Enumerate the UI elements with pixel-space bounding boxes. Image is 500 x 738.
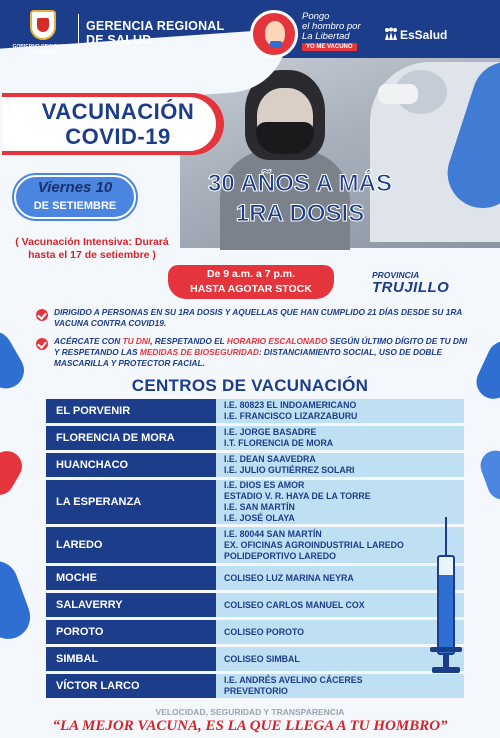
gerencia-title (86, 19, 224, 47)
district-centers (216, 566, 464, 590)
yo-me-vacuno-tag: YO ME VACUNO (302, 43, 357, 51)
syringe-flange (430, 647, 462, 652)
district-name: VÍCTOR LARCO (46, 674, 216, 698)
table-row (46, 426, 464, 450)
center-name: COLISEO POROTO (224, 626, 304, 637)
intensive-line2: hasta el 17 de setiembre ) (28, 249, 156, 261)
bullet-requirements-text (34, 336, 474, 369)
district-name: FLORENCIA DE MORA (46, 426, 216, 450)
district-name: HUANCHACO (46, 453, 216, 477)
table-row (46, 647, 464, 671)
center-name: I.E. JORGE BASADRE (224, 427, 317, 437)
pongo-line2: el hombro por (302, 21, 361, 32)
district-centers (216, 647, 464, 671)
center-name: I.T. FLORENCIA DE MORA (224, 438, 334, 448)
district-centers (216, 593, 464, 617)
header-divider (78, 14, 79, 50)
bullet-requirements (34, 336, 474, 369)
table-row (46, 593, 464, 617)
essalud-logo-text: EsSalud (400, 28, 448, 42)
district-name: MOCHE (46, 566, 216, 590)
district-name: LAREDO (46, 527, 216, 563)
seal-shield (30, 10, 56, 40)
center-name: I.E. FRANCISCO LIZARZABURU (224, 411, 358, 421)
photo-health-worker-mask (378, 84, 418, 104)
title-line1: VACUNACIÓN (41, 99, 195, 124)
b2-part-a: ACÉRCATE CON (54, 336, 123, 346)
center-name: COLISEO CARLOS MANUEL COX (224, 599, 365, 610)
center-name: I.E. DIOS ES AMOR (224, 480, 305, 490)
center-name: I.E. JULIO GUTIÉRREZ SOLARI (224, 465, 355, 475)
district-name: LA ESPERANZA (46, 480, 216, 524)
shoulder-vaccine-icon (250, 10, 298, 58)
centers-title: CENTROS DE VACUNACIÓN (131, 376, 369, 395)
bullet-eligibility (34, 307, 474, 329)
district-name: SIMBAL (46, 647, 216, 671)
target-dose: 1RA DOSIS (235, 200, 365, 227)
center-name: PREVENTORIO (224, 686, 288, 696)
table-row (46, 480, 464, 524)
syringe-icon (428, 515, 464, 675)
center-name: POLIDEPORTIVO LAREDO (224, 550, 336, 561)
gerencia-line2: DE SALUD (86, 33, 152, 47)
syringe-fluid (439, 575, 453, 653)
province-label: PROVINCIA (372, 270, 420, 280)
district-name: EL PORVENIR (46, 399, 216, 423)
b2-dni: TU DNI (122, 336, 151, 346)
decor-blob-right-2 (476, 446, 500, 503)
table-row (46, 620, 464, 644)
b2-part-g: : DISTANCIAMIENTO SOCIAL, USO DE DOBLE MASCARILLA Y PROTECTOR FACIAL. (54, 347, 442, 368)
district-centers (216, 620, 464, 644)
intensive-line1: ( Vacunación Intensiva: Durará (15, 236, 169, 248)
hours-time: De 9 a.m. a 7 p.m. (206, 268, 296, 280)
province-name: TRUJILLO (372, 279, 450, 296)
b2-part-e: SEGÚN ÚLTIMO DÍGITO DE TU DNI Y RESPETANDO LAS (54, 336, 468, 357)
center-name: I.E. SAN MARTÍN (224, 502, 295, 512)
district-centers (216, 480, 464, 524)
seal-text: GOBIERNO REGIONAL LA LIBERTAD (12, 44, 76, 56)
table-row (46, 674, 464, 698)
district-centers (216, 527, 464, 563)
center-name: I.E. JOSÉ OLAYA (224, 513, 295, 523)
center-name: COLISEO LUZ MARINA NEYRA (224, 572, 354, 583)
title-line2: COVID-19 (65, 124, 171, 149)
decor-blob-left-2 (0, 446, 27, 501)
gerencia-line1: GERENCIA REGIONAL (86, 19, 225, 33)
footer-tagline: VELOCIDAD, SEGURIDAD Y TRANSPARENCIA (155, 707, 345, 717)
target-age: 30 AÑOS A MÁS (207, 170, 393, 197)
center-name: I.E. 80044 SAN MARTÍN (224, 528, 322, 539)
footer-slogan: “LA MEJOR VACUNA, ES LA QUE LLEGA A TU HOMBRO” (52, 718, 448, 734)
district-centers (216, 426, 464, 450)
district-centers (216, 674, 464, 698)
syringe-cap (432, 667, 460, 673)
center-name: COLISEO SIMBAL (224, 653, 300, 664)
table-row (46, 566, 464, 590)
bullet-eligibility-text: DIRIGIDO A PERSONAS EN SU 1RA DOSIS Y AQUELLAS QUE HAN CUMPLIDO 21 DÍAS DESDE SU 1RA VACUNA CONTRA COVID19. (54, 307, 462, 328)
center-name: I.E. ANDRÉS AVELINO CÁCERES (224, 675, 363, 685)
center-name: EX. OFICINAS AGROINDUSTRIAL LAREDO (224, 539, 404, 550)
b2-medidas: MEDIDAS DE BIOSEGURIDAD (139, 347, 259, 357)
decor-blob-left-3 (0, 555, 36, 645)
b2-horario: HORARIO ESCALONADO (226, 336, 328, 346)
district-centers (216, 399, 464, 423)
pongo-line1: Pongo (302, 11, 330, 22)
table-row (46, 453, 464, 477)
district-name: SALAVERRY (46, 593, 216, 617)
date-day: Viernes 10 (37, 179, 113, 196)
centers-table (46, 399, 464, 701)
center-name: I.E. DEAN SAAVEDRA (224, 454, 316, 464)
date-month: DE SETIEMBRE (33, 200, 117, 212)
b2-part-c: , RESPETANDO EL (150, 336, 227, 346)
district-name: POROTO (46, 620, 216, 644)
center-name: ESTADIO V. R. HAYA DE LA TORRE (224, 491, 371, 501)
essalud-logo-icon (384, 27, 398, 41)
photo-patient-mask (256, 122, 314, 154)
table-row (46, 399, 464, 423)
table-row (46, 527, 464, 563)
hours-stock: HASTA AGOTAR STOCK (190, 283, 312, 295)
campaign-slogan (302, 12, 361, 42)
intensive-note (4, 236, 180, 262)
syringe-needle (445, 517, 447, 555)
seal-icon (10, 6, 74, 62)
district-centers (216, 453, 464, 477)
pongo-line3: La Libertad (302, 31, 350, 42)
center-name: I.E. 80823 EL INDOAMERICANO (224, 400, 357, 410)
